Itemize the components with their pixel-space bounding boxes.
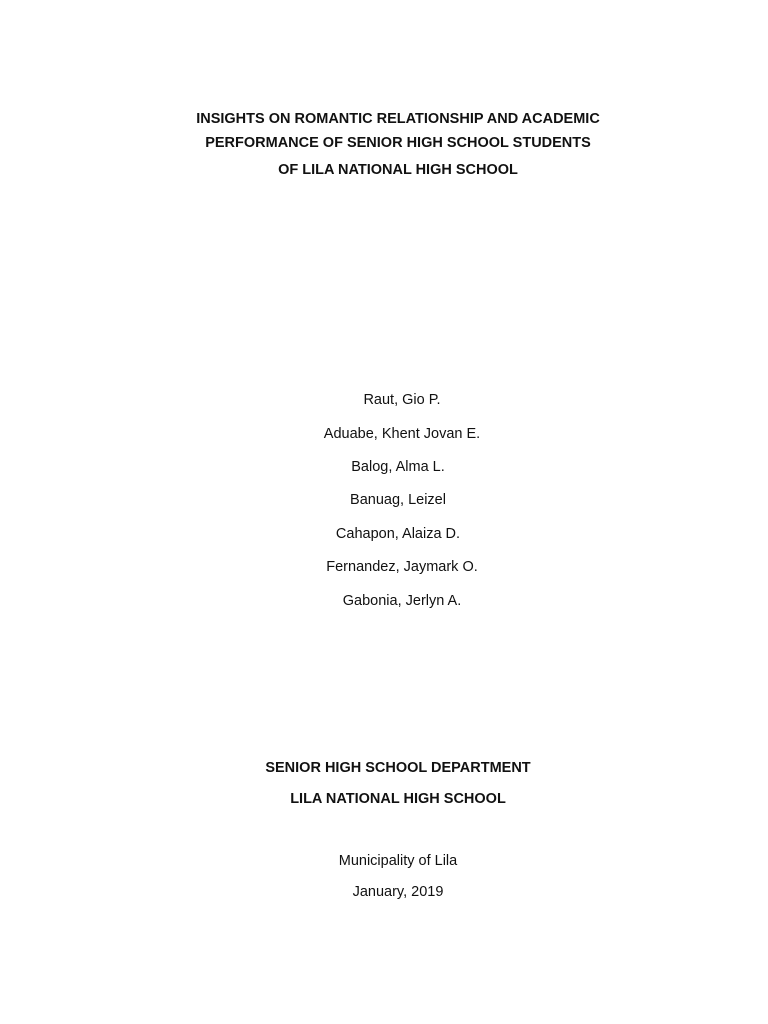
title-line-2: PERFORMANCE OF SENIOR HIGH SCHOOL STUDENTS <box>205 135 591 151</box>
author-name: Cahapon, Alaiza D. <box>335 526 461 542</box>
date-text: January, 2019 <box>352 884 444 900</box>
author-name: Banuag, Leizel <box>350 492 446 508</box>
author-name: Balog, Alma L. <box>351 459 445 475</box>
location-text: Municipality of Lila <box>338 853 458 869</box>
school-name: LILA NATIONAL HIGH SCHOOL <box>290 791 506 807</box>
title-line-1: INSIGHTS ON ROMANTIC RELATIONSHIP AND ACADEMIC <box>196 111 600 127</box>
author-name: Gabonia, Jerlyn A. <box>342 593 462 609</box>
author-name: Raut, Gio P. <box>363 392 441 408</box>
department-name: SENIOR HIGH SCHOOL DEPARTMENT <box>265 760 531 776</box>
author-name: Fernandez, Jaymark O. <box>326 559 478 575</box>
author-name: Aduabe, Khent Jovan E. <box>323 426 481 442</box>
title-line-3: OF LILA NATIONAL HIGH SCHOOL <box>278 162 518 178</box>
